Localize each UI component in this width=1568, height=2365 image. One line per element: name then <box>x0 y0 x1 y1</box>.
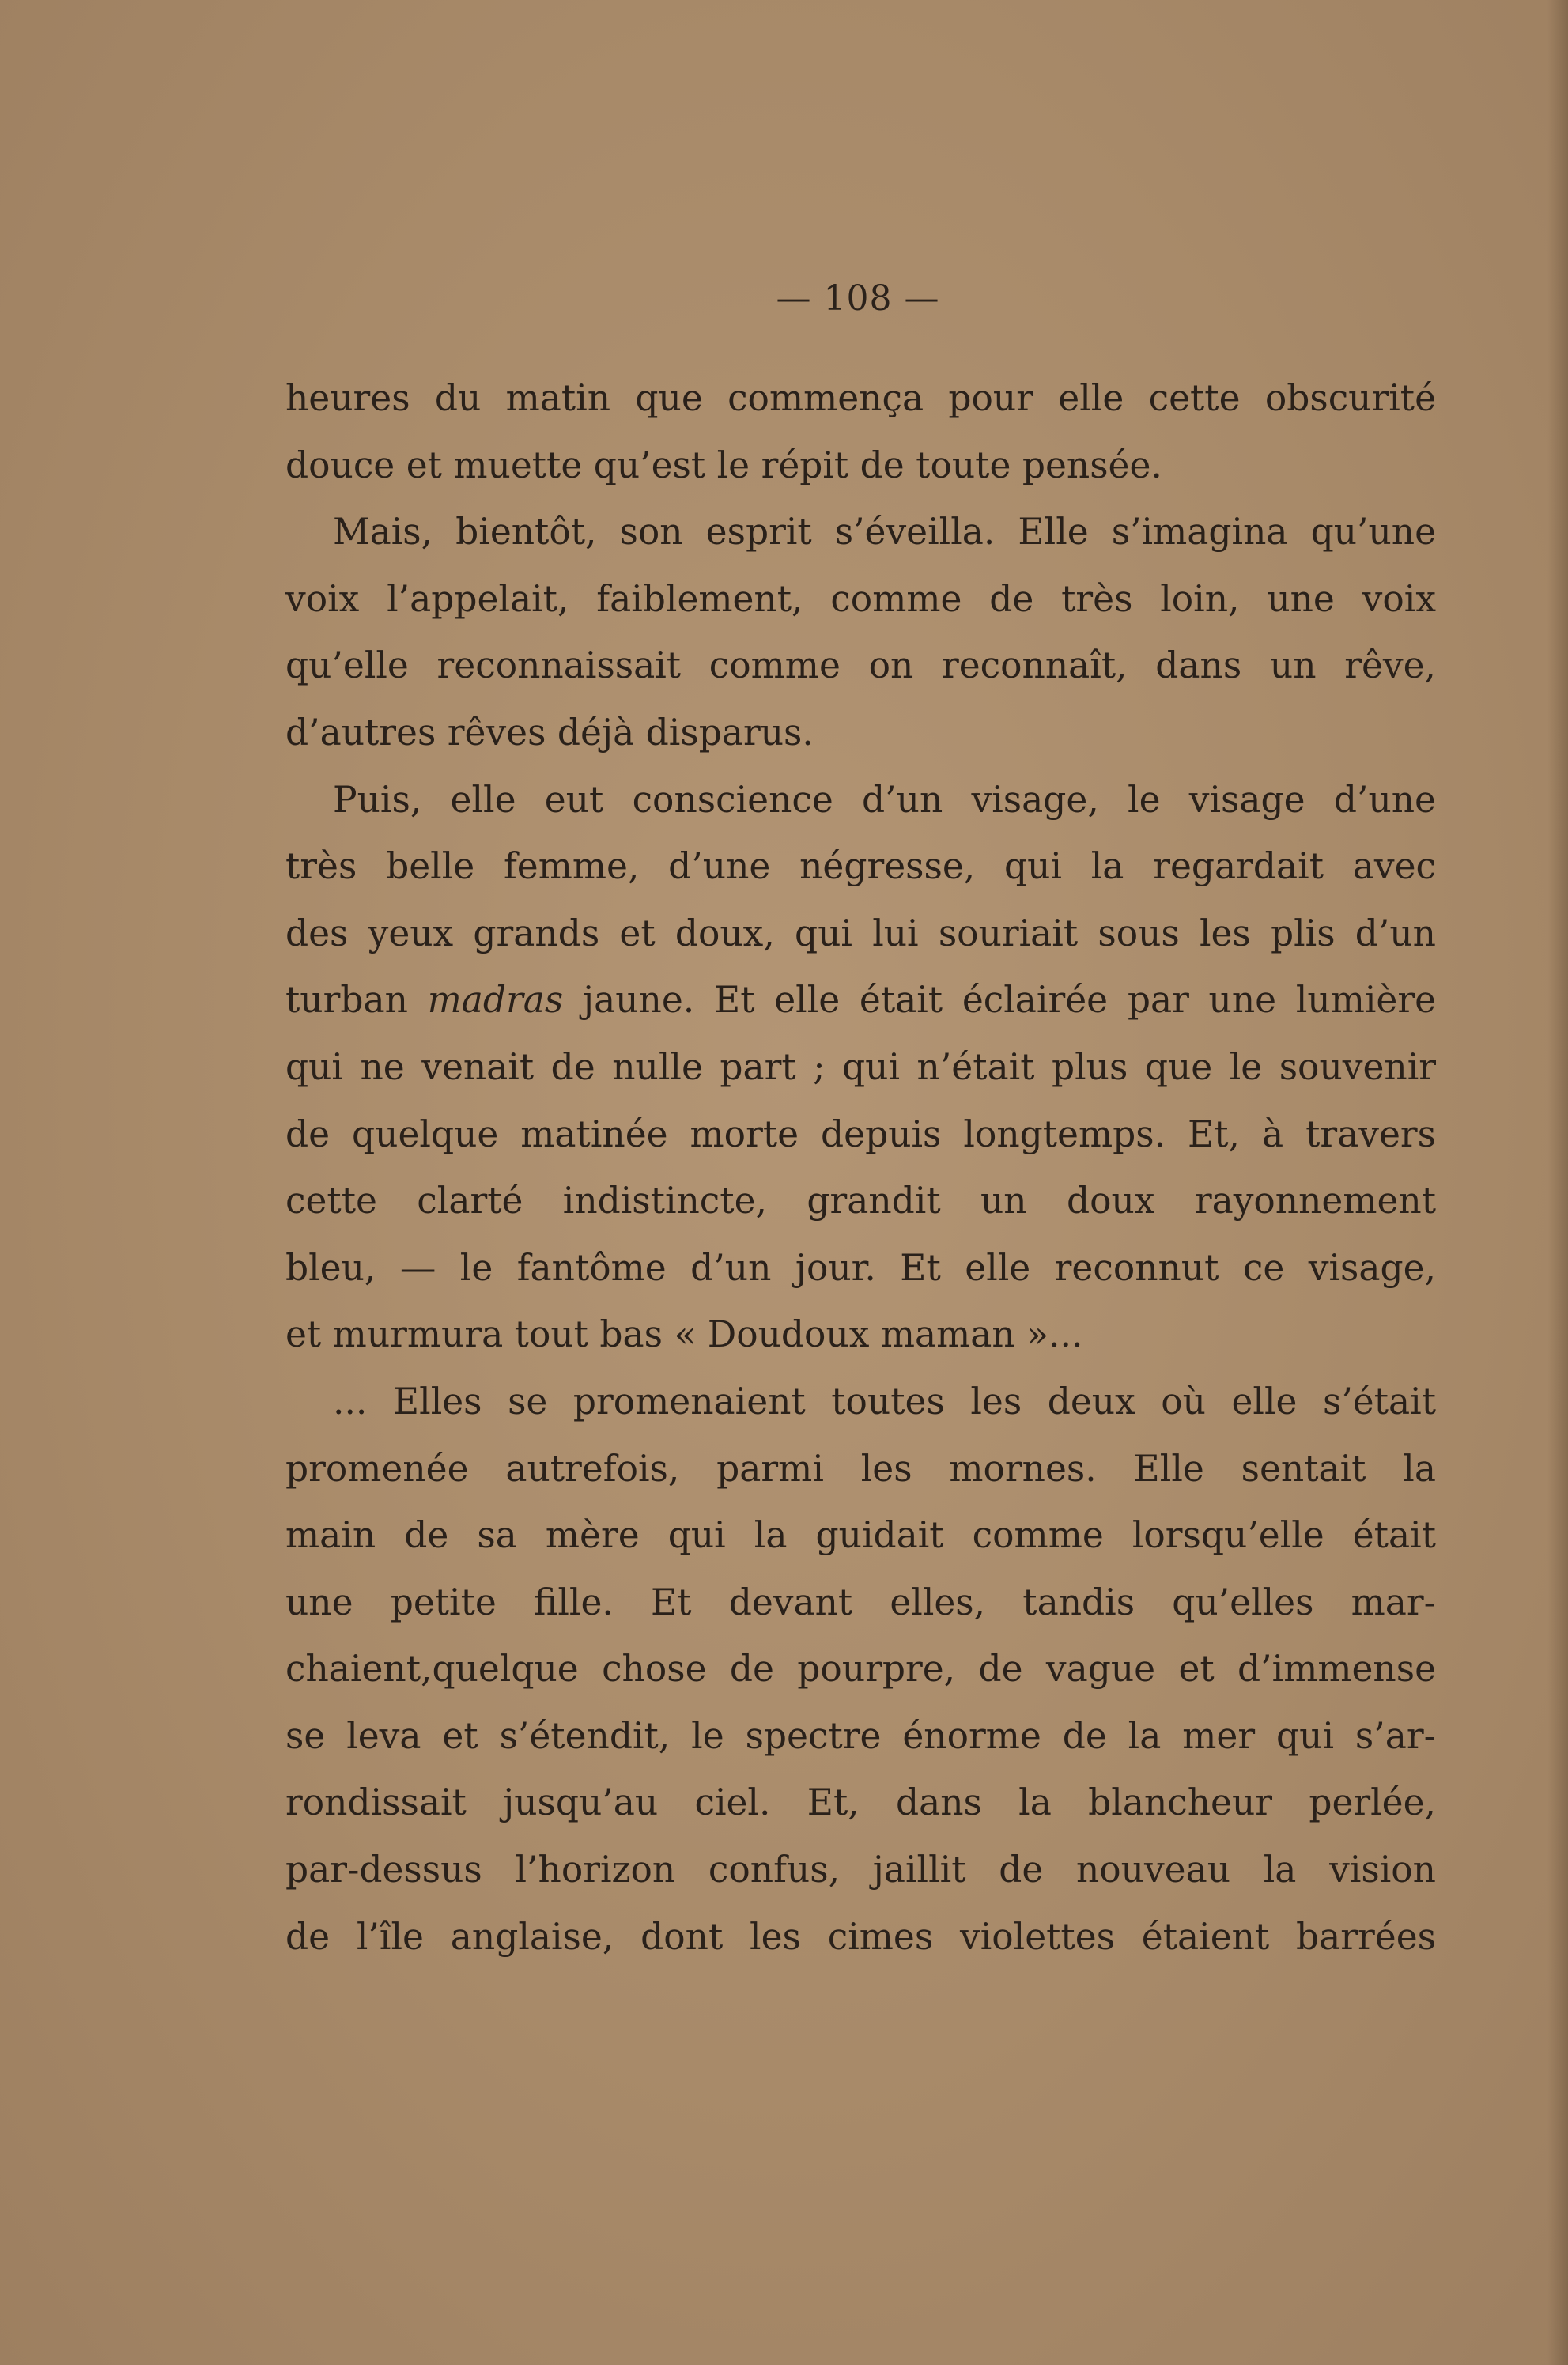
italic-word: madras <box>427 979 564 1022</box>
text-segment: jaune. Et elle était éclairée par une lumière <box>563 979 1436 1022</box>
text-line <box>285 967 1436 1034</box>
page-number: — 108 — <box>776 278 940 319</box>
text-line: par-dessus l’horizon confus, jaillit de nouveau la vision <box>285 1849 1436 1891</box>
text-line: des yeux grands et doux, qui lui souriait sous les plis d’un <box>285 912 1436 954</box>
text-line: promenée autrefois, parmi les mornes. Elle sentait la <box>285 1447 1436 1490</box>
text-line: heures du matin que commença pour elle cette obscurité <box>285 377 1436 419</box>
text-line: qui ne venait de nulle part ; qui n’était plus que le souvenir <box>285 1045 1436 1088</box>
text-line: Mais, bientôt, son esprit s’éveilla. Elle s’imagina qu’une <box>333 511 1436 553</box>
text-line: de quelque matinée morte depuis longtemps. Et, à travers <box>285 1113 1436 1155</box>
text-line: douce et muette qu’est le répit de toute pensée. <box>285 444 1162 486</box>
text-line: rondissait jusqu’au ciel. Et, dans la blancheur perlée, <box>285 1781 1436 1824</box>
text-line: une petite fille. Et devant elles, tandis qu’elles mar- <box>285 1581 1436 1623</box>
text-segment: turban <box>285 979 428 1022</box>
text-line: chaient,quelque chose de pourpre, de vague et d’immense <box>285 1648 1436 1691</box>
body-text <box>285 365 1436 1970</box>
text-line: de l’île anglaise, dont les cimes violettes étaient barrées <box>285 1915 1436 1958</box>
text-line: bleu, — le fantôme d’un jour. Et elle reconnut ce visage, <box>285 1246 1436 1289</box>
text-line: Puis, elle eut conscience d’un visage, le visage d’une <box>333 778 1436 821</box>
text-line: qu’elle reconnaissait comme on reconnaît, dans un rêve, <box>285 644 1436 687</box>
text-line: cette clarté indistincte, grandit un doux rayonnement <box>285 1180 1436 1222</box>
text-line: se leva et s’étendit, le spectre énorme de la mer qui s’ar- <box>285 1714 1436 1757</box>
text-line: d’autres rêves déjà disparus. <box>285 711 814 754</box>
text-line: et murmura tout bas « Doudoux maman »... <box>285 1313 1083 1356</box>
text-line: main de sa mère qui la guidait comme lorsqu’elle était <box>285 1514 1436 1557</box>
text-line: très belle femme, d’une négresse, qui la regardait avec <box>285 845 1436 888</box>
text-line: ... Elles se promenaient toutes les deux où elle s’était <box>333 1380 1436 1422</box>
text-line: voix l’appelait, faiblement, comme de très loin, une voix <box>285 577 1436 620</box>
